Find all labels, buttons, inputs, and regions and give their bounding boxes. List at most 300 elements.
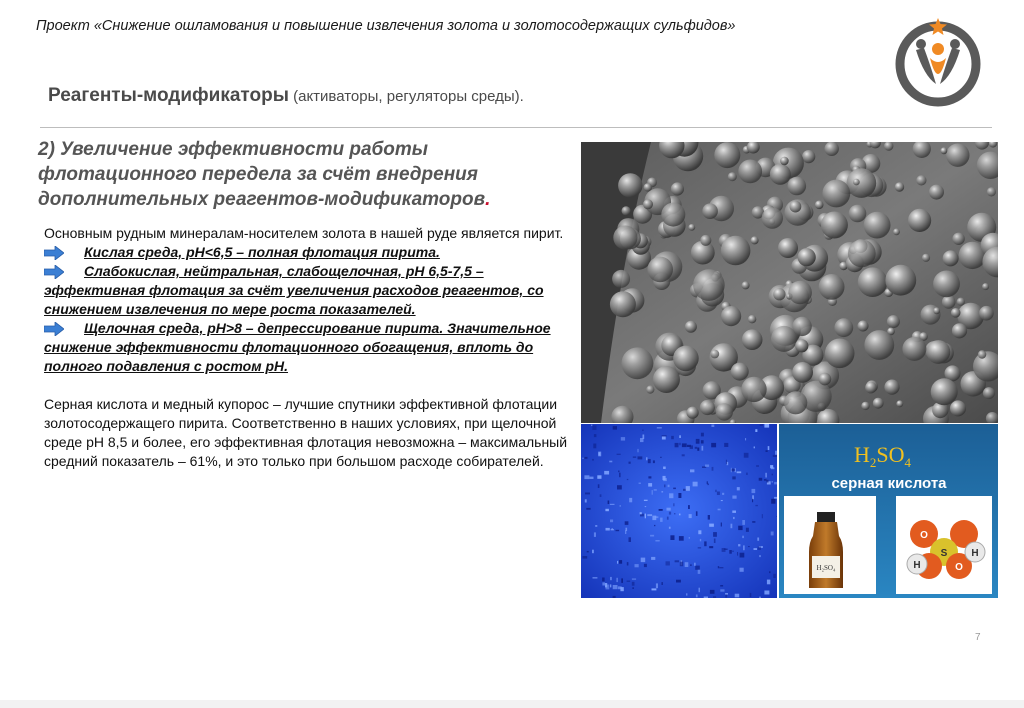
foam-bubble — [790, 201, 802, 213]
crystal-grain — [745, 438, 746, 440]
crystal-grain — [743, 536, 744, 538]
foam-bubble — [821, 212, 848, 239]
crystal-grain — [621, 578, 623, 583]
foam-bubble — [802, 150, 815, 163]
foam-bubble — [887, 315, 900, 328]
subtitle-parenthetical: (активаторы, регуляторы среды). — [288, 88, 524, 105]
foam-bubble — [742, 281, 750, 289]
crystal-grain — [616, 530, 620, 531]
copper-sulfate-crystals-photo — [581, 424, 777, 598]
crystal-grain — [620, 505, 621, 507]
foam-bubble — [849, 205, 867, 223]
foam-bubble — [929, 185, 944, 200]
foam-bubble — [858, 267, 888, 297]
crystal-grain — [759, 478, 763, 481]
crystal-grain — [591, 425, 593, 427]
foam-bubble — [661, 203, 685, 227]
header-suffix: » — [727, 18, 736, 34]
crystal-grain — [766, 480, 768, 483]
foam-bubble — [702, 203, 718, 219]
crystal-grain — [740, 568, 744, 572]
crystal-grain — [752, 495, 754, 499]
arrow-right-icon — [44, 246, 64, 260]
foam-bubble — [780, 157, 789, 166]
crystal-grain — [708, 515, 710, 520]
crystal-grain — [764, 424, 769, 428]
molecule-atom-label: H — [913, 560, 921, 571]
crystal-grain — [673, 488, 676, 490]
bullet-text: Кислая среда, pH<6,5 – полная флотация пирита. — [84, 244, 440, 260]
crystal-grain — [695, 447, 698, 449]
foam-bubble — [922, 254, 930, 262]
crystal-grain — [648, 476, 651, 478]
crystal-grain — [662, 435, 667, 436]
crystal-grain — [759, 597, 761, 598]
crystal-grain — [627, 479, 629, 480]
crystal-grain — [673, 503, 674, 506]
crystal-grain — [618, 586, 622, 589]
crystal-grain — [707, 481, 708, 484]
crystal-grain — [640, 438, 644, 442]
crystal-grain — [654, 525, 655, 526]
crystal-grain — [769, 571, 771, 573]
foam-bubble — [721, 306, 741, 326]
crystal-grain — [663, 476, 666, 480]
foam-bubble — [978, 350, 986, 358]
crystal-grain — [648, 459, 651, 463]
crystal-grain — [765, 473, 766, 478]
foam-bubble — [987, 187, 996, 196]
foam-bubble — [952, 233, 964, 245]
crystal-grain — [690, 564, 692, 566]
foam-bubble — [865, 382, 877, 394]
crystal-grain — [752, 521, 755, 523]
sulfuric-acid-image — [779, 424, 998, 598]
foam-bubble — [643, 199, 653, 209]
crystal-grain — [764, 479, 767, 480]
crystal-grain — [613, 596, 616, 598]
crystal-grain — [610, 577, 612, 580]
foam-bubble — [687, 407, 699, 419]
crystal-grain — [669, 512, 671, 515]
foam-bubble — [942, 295, 956, 309]
crystal-grain — [689, 537, 690, 538]
foam-bubble — [741, 377, 766, 402]
foam-bubble — [893, 229, 900, 236]
crystal-grain — [752, 489, 756, 493]
foam-bubble — [673, 346, 699, 372]
divider-line — [40, 127, 992, 128]
crystal-grain — [766, 450, 768, 452]
crystal-grain — [750, 593, 752, 597]
crystal-grain — [711, 443, 716, 447]
crystal-grain — [698, 530, 701, 534]
crystal-grain — [592, 459, 594, 461]
crystal-grain — [773, 455, 777, 457]
bullet-item — [44, 262, 572, 319]
crystal-grain — [675, 560, 679, 562]
crystal-grain — [760, 424, 763, 426]
crystal-grain — [699, 588, 701, 593]
crystal-grain — [606, 528, 610, 531]
crystal-grain — [609, 461, 612, 463]
foam-bubble — [622, 206, 631, 215]
crystal-grain — [682, 454, 685, 456]
crystal-grain — [621, 437, 625, 441]
foam-bubble — [952, 323, 967, 338]
crystal-grain — [725, 593, 728, 594]
crystal-grain — [618, 471, 619, 473]
crystal-grain — [670, 535, 674, 540]
crystal-grain — [648, 483, 652, 487]
crystal-grain — [652, 516, 656, 521]
foam-bubble — [612, 270, 630, 288]
crystal-grain — [744, 453, 749, 458]
foam-bubble — [933, 271, 960, 298]
foam-bubble — [834, 318, 853, 337]
foam-bubble — [788, 177, 807, 196]
crystal-grain — [772, 474, 773, 476]
body-content — [44, 224, 572, 471]
crystal-grain — [638, 456, 643, 459]
crystal-grain — [712, 467, 714, 471]
crystal-grain — [731, 468, 732, 472]
crystal-grain — [743, 545, 744, 550]
foam-bubble — [848, 240, 876, 268]
crystal-grain — [598, 484, 600, 488]
crystal-grain — [693, 482, 698, 487]
crystal-grain — [645, 514, 646, 519]
foam-bubble — [950, 400, 966, 416]
crystal-grain — [641, 558, 646, 563]
crystal-grain — [689, 514, 692, 518]
crystal-grain — [737, 487, 740, 490]
foam-bubble — [770, 164, 791, 185]
crystal-grain — [652, 588, 657, 590]
crystal-grain — [686, 486, 690, 491]
crystal-grain — [639, 483, 641, 484]
company-logo — [890, 14, 986, 110]
crystal-grain — [746, 528, 749, 532]
crystal-grain — [679, 443, 680, 445]
crystal-grain — [698, 570, 701, 574]
bullet-text: Щелочная среда, pH>8 – депрессирование пирита. Значительное снижение эффективности флотационного обогащения, вплоть до полного подавления с ростом pH. — [44, 320, 551, 374]
header-prefix: Проект « — [36, 18, 102, 34]
crystal-grain — [701, 433, 704, 437]
crystal-grain — [668, 485, 670, 487]
crystal-grain — [593, 577, 598, 579]
foam-bubble — [933, 307, 940, 314]
crystal-grain — [605, 583, 607, 587]
crystal-grain — [755, 429, 757, 432]
crystal-grain — [683, 489, 686, 491]
crystal-grain — [722, 493, 724, 495]
crystal-grain — [777, 516, 778, 517]
crystal-grain — [696, 439, 700, 444]
crystal-grain — [704, 597, 708, 599]
crystal-grain — [724, 443, 728, 447]
crystal-grain — [669, 527, 671, 529]
crystal-grain — [721, 500, 723, 501]
bottle-label: H₂SO₄ — [816, 564, 836, 572]
crystal-grain — [617, 561, 618, 564]
crystal-grain — [610, 504, 615, 505]
foam-bubble — [700, 235, 711, 246]
crystal-grain — [594, 434, 597, 437]
acid-background — [779, 424, 998, 598]
crystal-grain — [717, 492, 720, 496]
bullet-text: Слабокислая, нейтральная, слабощелочная, pH 6,5-7,5 – эффективная флотация за счёт увеличения расходов реагентов, со снижением извлечения по мере роста показателей. — [44, 263, 544, 317]
crystal-grain — [598, 452, 601, 457]
foam-bubble — [795, 339, 808, 352]
crystal-grain — [640, 512, 642, 514]
foam-bubble — [819, 373, 832, 386]
subtitle-main: Реагенты-модификаторы — [48, 85, 289, 106]
crystal-grain — [587, 551, 589, 552]
crystal-grain — [698, 547, 701, 548]
crystal-grain — [737, 471, 742, 473]
crystal-grain — [713, 532, 717, 537]
foam-bubble — [748, 315, 756, 323]
crystal-grain — [696, 595, 698, 598]
crystal-grain — [697, 448, 699, 451]
arrow-right-icon — [44, 322, 64, 336]
foam-bubble — [653, 366, 680, 393]
crystal-grain — [775, 451, 777, 455]
crystal-grain — [709, 524, 714, 527]
foam-bubble — [784, 391, 807, 414]
crystal-grain — [695, 566, 700, 570]
page-number: 7 — [975, 632, 981, 643]
foam-bubble — [738, 160, 762, 184]
crystal-grain — [718, 509, 721, 511]
crystal-grain — [720, 589, 724, 591]
crystal-grain — [632, 582, 635, 586]
bullet-item — [44, 319, 572, 376]
crystal-grain — [729, 550, 732, 554]
crystal-grain — [754, 447, 755, 449]
crystal-grain — [737, 552, 738, 556]
header-project-title: Снижение ошламования и повышение извлечения золота и золотосодержащих сульфидов — [101, 18, 728, 34]
foam-bubble — [822, 180, 850, 208]
slide-subtitle — [48, 85, 524, 107]
foam-bubble — [714, 142, 740, 168]
spacer — [44, 376, 572, 395]
crystal-grain — [679, 536, 684, 541]
foam-bubble — [825, 142, 839, 156]
section-heading — [38, 137, 568, 212]
foam-bubble — [864, 330, 894, 360]
foam-bubble — [951, 308, 961, 318]
crystal-grain — [732, 496, 736, 499]
crystal-grain — [594, 532, 596, 537]
crystal-grain — [619, 560, 622, 564]
crystal-grain — [732, 551, 734, 552]
crystal-grain — [669, 493, 673, 498]
foam-bubble — [778, 238, 798, 258]
foam-bubble — [896, 400, 903, 407]
foam-bubble — [622, 347, 654, 379]
foam-bubble — [731, 363, 749, 381]
crystal-grain — [651, 557, 655, 560]
crystal-grain — [604, 471, 609, 475]
foam-bubble — [613, 226, 637, 250]
crystal-grain — [653, 460, 655, 463]
crystal-grain — [638, 449, 639, 452]
crystal-grain — [756, 466, 759, 467]
crystal-grain — [613, 585, 618, 589]
crystal-grain — [676, 580, 681, 583]
crystal-grain — [768, 446, 770, 450]
foam-bubble — [798, 248, 816, 266]
crystal-grain — [644, 500, 648, 501]
crystal-grain — [767, 580, 770, 585]
crystal-grain — [582, 458, 583, 459]
crystal-grain — [702, 446, 704, 451]
crystal-grain — [732, 511, 736, 513]
foam-bubble — [979, 306, 994, 321]
foam-bubble — [762, 207, 783, 228]
crystal-grain — [608, 501, 610, 505]
crystal-grain — [686, 593, 687, 595]
foam-bubble — [927, 340, 951, 364]
foam-bubble — [610, 291, 636, 317]
crystal-grain — [764, 591, 769, 595]
footer-band — [0, 700, 1024, 708]
crystal-grain — [592, 550, 594, 554]
foam-bubble — [983, 387, 995, 399]
crystal-grain — [654, 489, 657, 490]
crystal-grain — [617, 485, 622, 489]
crystal-grain — [605, 509, 609, 511]
crystal-grain — [667, 517, 669, 520]
crystal-grain — [688, 505, 690, 509]
foam-bubble — [792, 362, 813, 383]
crystal-grain — [602, 582, 605, 585]
intro-paragraph: Основным рудным минералам-носителем золота в нашей руде является пирит. — [44, 225, 564, 241]
crystal-grain — [738, 526, 742, 530]
foam-bubble — [982, 283, 989, 290]
crystal-grain — [645, 506, 647, 507]
foam-bubble — [618, 173, 642, 197]
foam-bubble — [902, 337, 926, 361]
section-heading-text: 2) Увеличение эффективности работы флотационного передела за счёт внедрения дополнительных реагентов-модификаторов — [38, 139, 486, 210]
crystal-grain — [650, 535, 654, 537]
crystal-grain — [613, 426, 617, 430]
foam-bubble — [728, 172, 737, 181]
crystal-grain — [704, 541, 706, 546]
crystal-grain — [680, 562, 683, 567]
crystal-grain — [755, 505, 758, 506]
foam-bubble — [873, 398, 884, 409]
crystal-grain — [774, 482, 777, 485]
crystal-grain — [718, 566, 719, 568]
foam-bubble — [788, 281, 812, 305]
project-header — [36, 18, 876, 34]
crystal-grain — [610, 584, 611, 587]
crystal-grain — [679, 435, 681, 438]
crystal-grain — [773, 574, 776, 578]
foam-bubble — [943, 250, 959, 266]
crystal-grain — [748, 546, 750, 547]
foam-bubble — [864, 212, 891, 239]
crystal-grain — [635, 564, 639, 567]
foam-bubble — [884, 380, 899, 395]
crystal-grain — [593, 444, 596, 449]
crystal-grain — [585, 499, 587, 502]
crystal-grain — [685, 562, 689, 567]
crystal-grain — [719, 567, 723, 568]
crystal-grain — [732, 476, 735, 479]
foam-bubble — [693, 269, 725, 301]
crystal-grain — [701, 440, 704, 443]
foam-bubble — [847, 168, 877, 198]
crystal-grain — [663, 467, 666, 470]
foam-bubble — [710, 350, 719, 359]
crystal-grain — [644, 564, 647, 567]
crystal-grain — [722, 548, 726, 552]
crystal-grain — [772, 481, 773, 482]
foam-bubble — [815, 201, 824, 210]
crystal-grain — [721, 523, 722, 527]
foam-bubble — [957, 298, 965, 306]
crystal-grain — [740, 553, 745, 558]
foam-bubble — [885, 265, 916, 296]
crystal-grain — [700, 539, 701, 541]
foam-bubble — [858, 321, 869, 332]
foam-bubble — [916, 175, 926, 185]
crystal-grain — [720, 585, 723, 586]
crystal-grain — [647, 514, 652, 516]
crystal-grain — [710, 590, 715, 594]
crystal-grain — [694, 563, 695, 566]
crystal-grain — [774, 497, 777, 499]
crystal-grain — [661, 582, 663, 585]
crystal-grain — [629, 537, 632, 542]
foam-bubble — [647, 257, 673, 283]
crystal-grain — [625, 521, 629, 525]
crystal-grain — [687, 445, 691, 447]
foam-bubble — [671, 182, 684, 195]
crystal-grain — [754, 548, 758, 550]
foam-bubble — [773, 288, 785, 300]
crystal-grain — [762, 514, 763, 518]
acid-formula: $H_2SO_4$ — [854, 442, 912, 470]
foam-bubble — [946, 144, 969, 167]
crystal-grain — [655, 540, 659, 541]
crystal-grain — [678, 493, 681, 498]
crystal-grain — [590, 477, 594, 479]
crystal-grain — [657, 427, 662, 428]
crystal-grain — [731, 524, 733, 529]
crystal-grain — [617, 454, 621, 455]
crystal-grain — [746, 473, 747, 475]
crystal-grain — [633, 457, 636, 458]
crystal-grain — [725, 594, 727, 598]
crystal-grain — [616, 578, 618, 582]
closing-paragraph: Серная кислота и медный купорос – лучшие спутники эффективной флотации золотосодержащего пирита. Соответственно в наших условиях, при щелочной среде pH 8,5 и более, его эффективная флотация невозможна – максимальный средний показатель – 61%, и это только при большом расходе собирателей. — [44, 396, 568, 469]
crystal-grain — [627, 581, 631, 582]
crystal-grain — [664, 485, 666, 488]
crystal-grain — [666, 561, 670, 565]
crystal-grain — [671, 436, 674, 439]
foam-bubble — [685, 321, 697, 333]
foam-bubble — [895, 182, 904, 191]
crystal-grain — [758, 547, 761, 550]
crystal-grain — [675, 443, 679, 447]
foam-bubble — [931, 378, 958, 405]
foam-bubble — [688, 224, 695, 231]
